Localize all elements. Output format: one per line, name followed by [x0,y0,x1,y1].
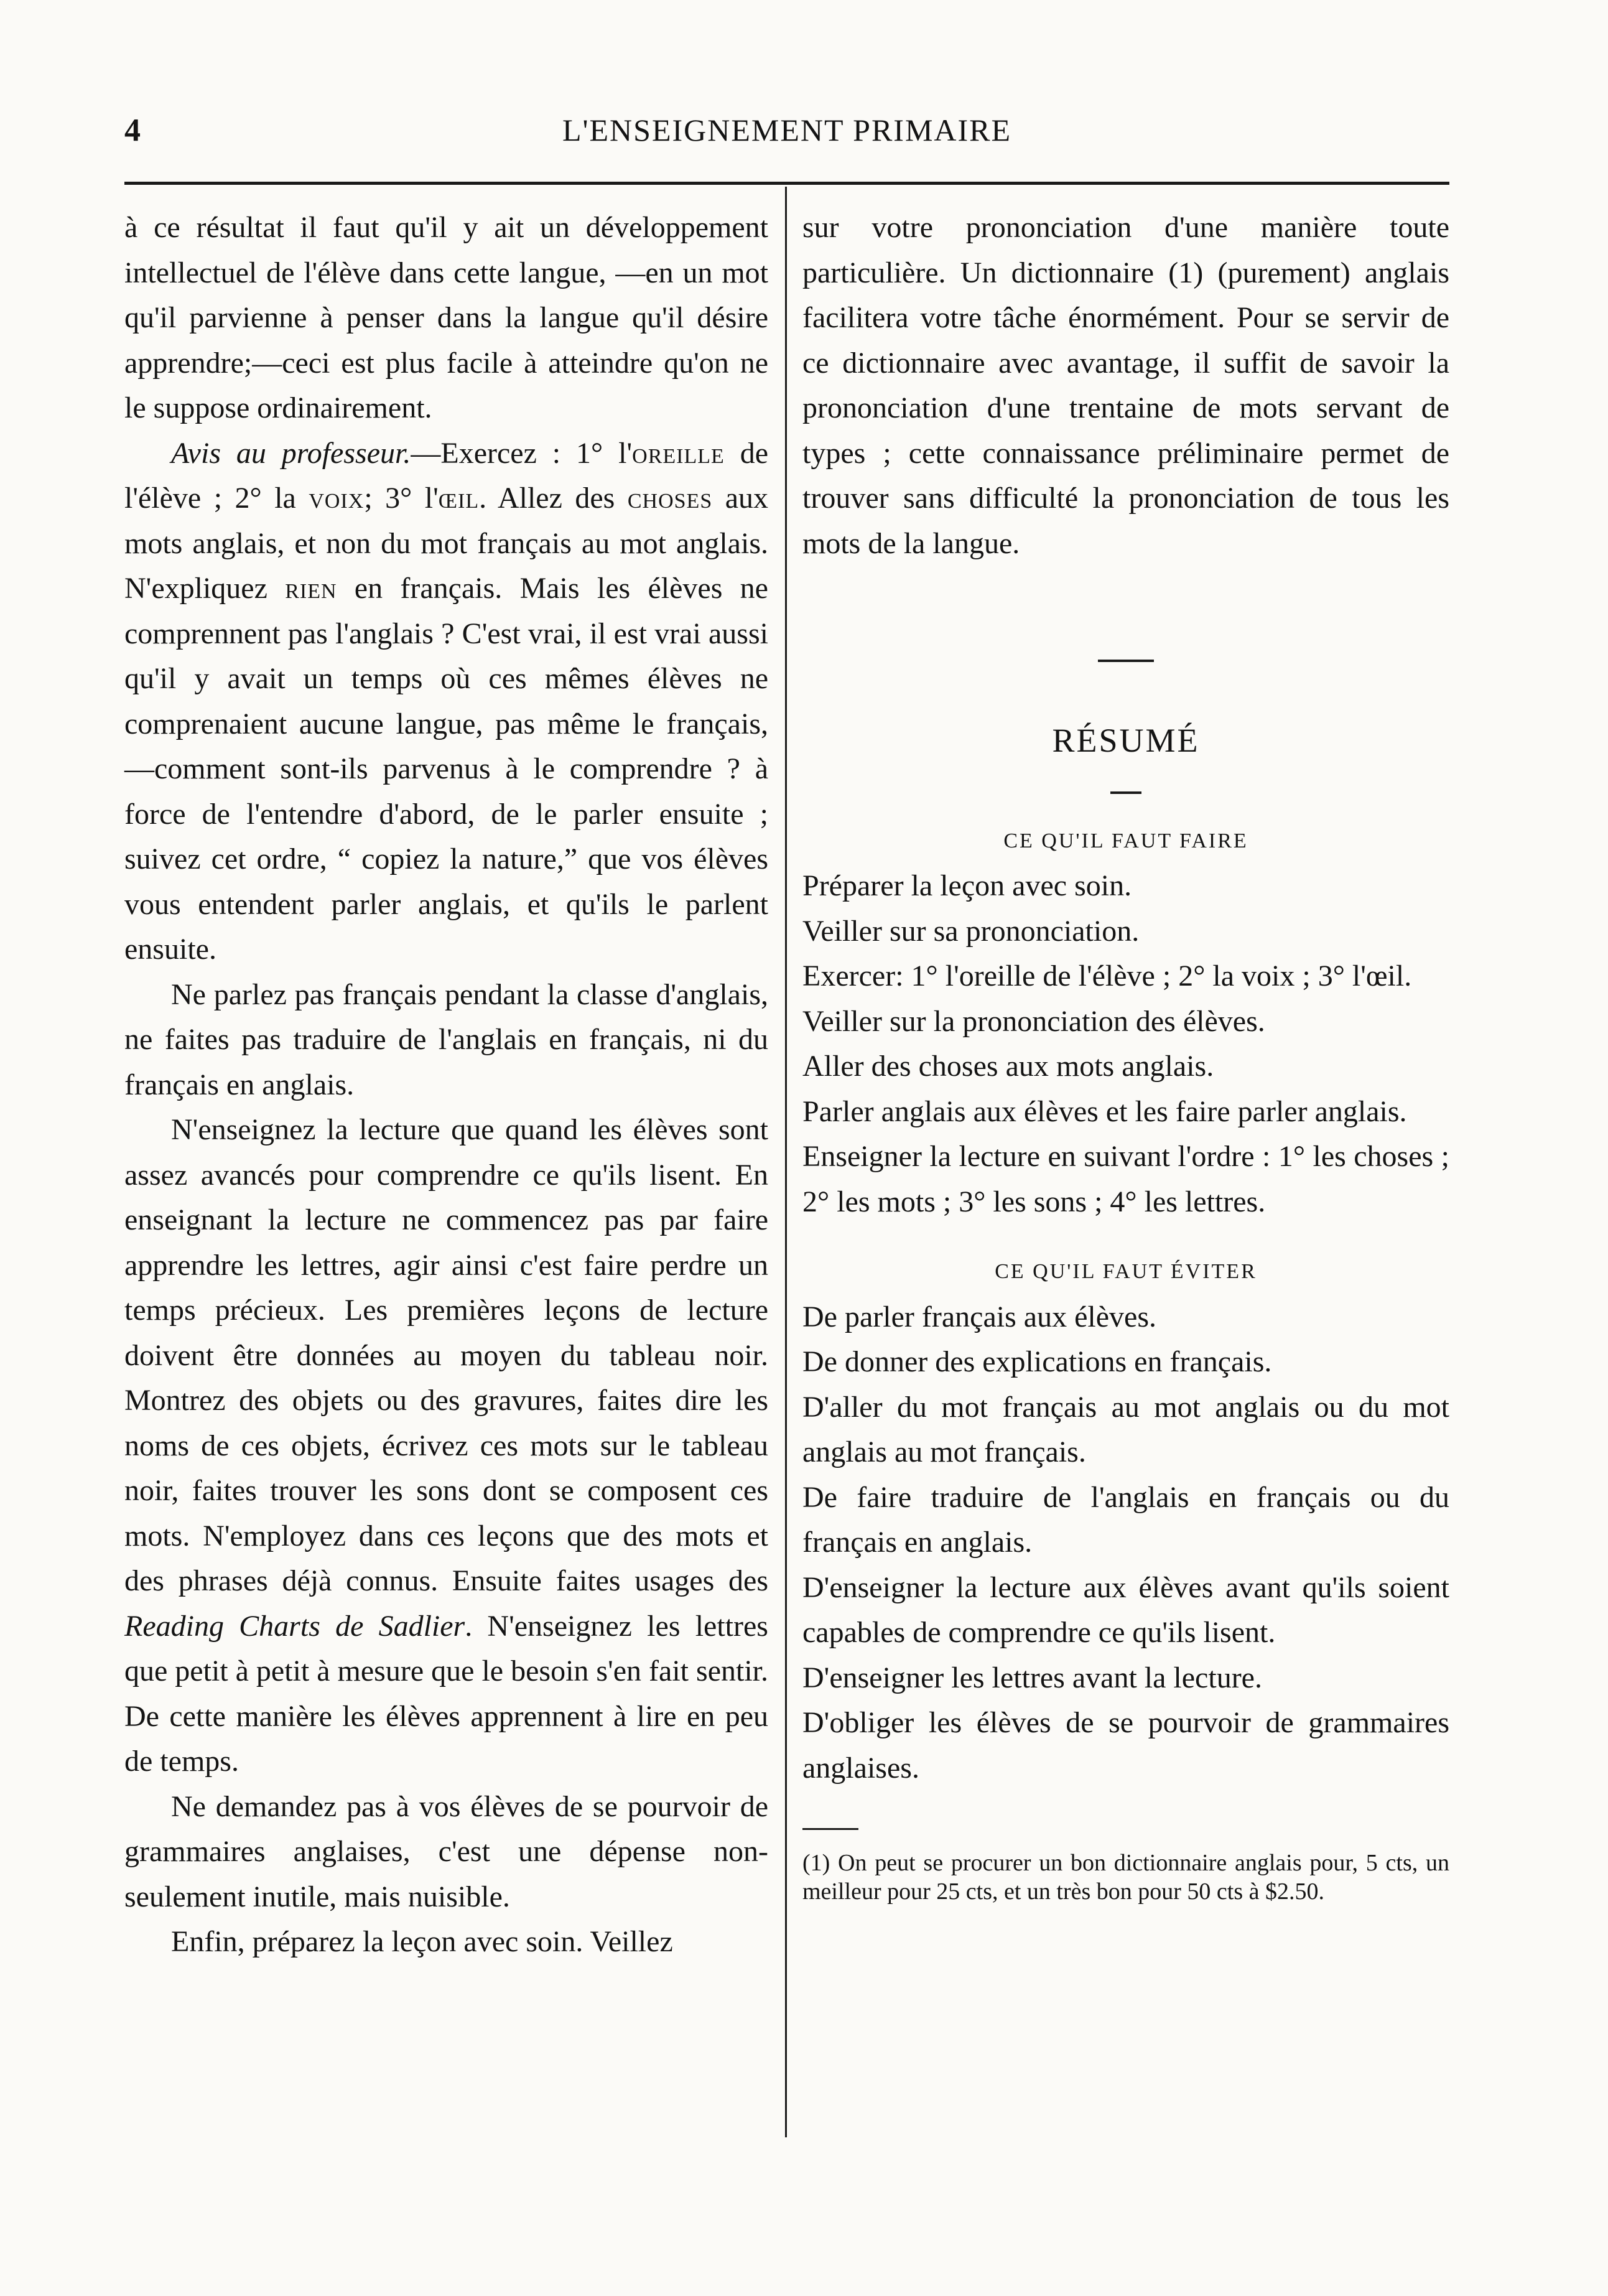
small-caps-term: rien [285,572,337,605]
small-caps-term: voix [309,482,365,515]
list-item: Veiller sur sa prononciation. [802,914,1140,948]
paragraph: sur votre prononciation d'une manière toute particulière. Un dictionnaire (1) (purement) anglais facilitera votre tâche énormément. Pour se servir de ce dictionnaire avec avantage, il suffit de savoir la prononciation d'une trentaine de mots servant de types ; cette connaissance préliminaire permet de trouver sans difficulté la prononciation de tous les mots de la langue. [802,211,1449,560]
list-item: Exercer: 1° l'oreille de l'élève ; 2° la voix ; 3° l'œil. [802,959,1412,992]
footnote: (1) On peut se procurer un bon dictionnaire anglais pour, 5 cts, un meilleur pour 25 cts, et un très bon pour 50 cts à $2.50. [802,1850,1449,1905]
small-caps-term: œil [438,482,480,515]
list-item: D'aller du mot français au mot anglais ou du mot anglais au mot français. [802,1390,1449,1468]
paragraph: Ne demandez pas à vos élèves de se pourvoir de grammaires anglaises, c'est une dépense non-seulement inutile, mais nuisible. [124,1790,768,1913]
text-run: . Allez des [479,482,628,515]
small-caps-term: oreille [632,436,725,470]
avis-lead: Avis au professeur. [171,436,411,470]
text-run: de l'élève ; 2° la [124,436,768,515]
paragraph: à ce résultat il faut qu'il y ait un développement intellectuel de l'élève dans cette langue, —en un mot qu'il parvienne à penser dans la langue qu'il désire apprendre;—ceci est plus facile à atteindre qu'on ne le suppose ordinairement. [124,211,768,424]
list-item: Parler anglais aux élèves et les faire parler anglais. [802,1094,1407,1128]
list-item: De donner des explications en français. [802,1345,1272,1378]
book-title: Reading Charts de Sadlier [124,1609,465,1643]
list-item: Aller des choses aux mots anglais. [802,1050,1214,1083]
text-run: N'enseignez la lecture que quand les élèves sont assez avancés pour comprendre ce qu'ils lisent. En enseignant la lecture ne commencez pas par faire apprendre les lettres, agir ainsi c'est faire perdre un temps précieux. Les premières leçons de lecture doivent être données au moyen du tableau noir. Montrez des objets ou des gravures, faites dire les noms de ces objets, écrivez ces mots sur le tableau noir, faites trouver les sons dont se composent ces mots. N'employez dans ces leçons que des mots et des phrases déjà connus. Ensuite faites usages des [124,1113,768,1597]
paragraph: Ne parlez pas français pendant la classe d'anglais, ne faites pas traduire de l'anglais en français, ni du français en anglais. [124,978,768,1101]
column-divider [785,187,787,2137]
small-caps-term: choses [627,482,713,515]
text-run: en français. Mais les élèves ne comprennent pas l'anglais ? C'est vrai, il est vrai aussi qu'il y avait un temps où ces mêmes élèves ne comprenaient aucune langue, pas même le français,—comment sont-ils parvenus à le comprendre ? à force de l'entendre d'abord, de le parler ensuite ; suivez cet ordre, “ copiez la nature,” que vos élèves vous entendent parler anglais, et qu'ils le parlent ensuite. [124,572,768,966]
right-column [802,205,1449,1906]
text-run: aux mots anglais, et non du mot français au mot anglais. N'expliquez [124,482,769,605]
text-run: —Exercez : 1° l' [411,436,633,470]
paragraph-lecture [124,1108,768,1785]
list-item: De faire traduire de l'anglais en français ou du français en anglais. [802,1480,1449,1559]
list-item: D'obliger les élèves de se pourvoir de grammaires anglaises. [802,1706,1449,1785]
section-separator [1098,660,1154,662]
faire-heading: CE QU'IL FAUT FAIRE [1003,829,1248,852]
text-run: ; 3° l' [364,482,439,515]
paragraph: Enfin, préparez la leçon avec soin. Veillez [171,1925,673,1958]
eviter-heading: CE QU'IL FAUT ÉVITER [995,1260,1257,1283]
list-item: Veiller sur la prononciation des élèves. [802,1004,1265,1038]
page-header [124,112,1449,168]
resume-title: RÉSUMÉ [1052,722,1200,759]
page-number: 4 [124,113,141,148]
text-run: . N'enseignez les lettres que petit à petit à mesure que le besoin s'en fait sentir. De cette manière les élèves apprennent à lire en peu de temps. [124,1609,768,1778]
list-item: Enseigner la lecture en suivant l'ordre : 1° les choses ; 2° les mots ; 3° les sons ; 4° les lettres. [802,1140,1449,1218]
footnote-rule [802,1828,858,1830]
list-item: D'enseigner les lettres avant la lecture. [802,1661,1262,1694]
left-column [124,205,768,1965]
list-item: De parler français aux élèves. [802,1300,1157,1333]
list-item: Préparer la leçon avec soin. [802,869,1132,902]
header-rule [124,182,1449,185]
title-separator [1110,791,1141,794]
paragraph-avis [124,431,768,973]
list-item: D'enseigner la lecture aux élèves avant qu'ils soient capables de comprendre ce qu'ils lisent. [802,1570,1449,1649]
running-title: L'ENSEIGNEMENT PRIMAIRE [562,113,1012,147]
